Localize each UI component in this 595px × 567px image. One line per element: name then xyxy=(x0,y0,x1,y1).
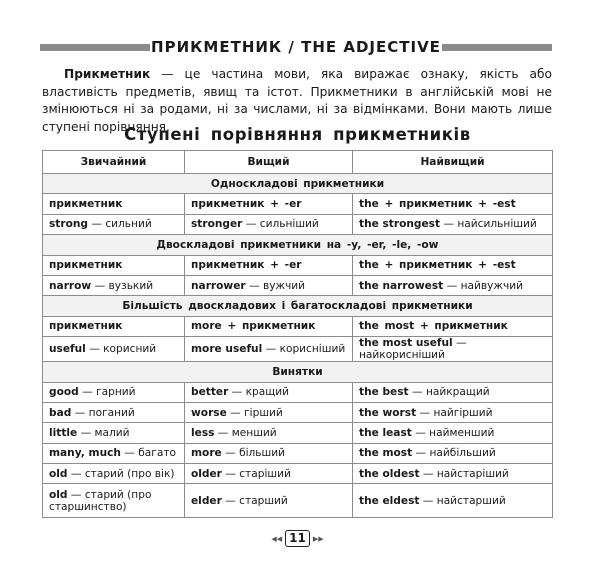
translation: — малий xyxy=(77,426,130,439)
formula-superlative: the + прикметник + -est xyxy=(353,255,553,275)
example-row xyxy=(43,423,553,443)
page-arrow-right-icon: ▶▶ xyxy=(312,534,324,543)
translation: — найкращий xyxy=(408,386,490,399)
formula-positive: прикметник xyxy=(43,255,185,275)
example-positive xyxy=(43,484,185,518)
section-heading-row xyxy=(43,362,553,382)
english-word: the most xyxy=(359,447,413,460)
english-word: the worst xyxy=(359,406,417,419)
formula-row xyxy=(43,194,553,214)
translation: — найгірший xyxy=(416,406,493,419)
translation: — менший xyxy=(214,426,277,439)
formula-superlative: the + прикметник + -est xyxy=(353,194,553,214)
example-superlative xyxy=(353,214,553,234)
example-superlative xyxy=(353,484,553,518)
example-comparative xyxy=(185,443,353,463)
translation: — найменший xyxy=(411,426,495,439)
english-word: older xyxy=(191,467,222,480)
intro-term: Прикметник xyxy=(64,67,151,81)
english-word: old xyxy=(49,467,68,480)
table-heading: Ступені порівняння прикметників xyxy=(124,125,471,144)
english-word: narrower xyxy=(191,279,246,292)
example-positive xyxy=(43,382,185,402)
section-heading-row xyxy=(43,235,553,255)
formula-row xyxy=(43,255,553,275)
example-positive xyxy=(43,402,185,422)
english-word: good xyxy=(49,386,79,399)
translation: — старий (про старшинство) xyxy=(49,488,152,513)
example-comparative xyxy=(185,382,353,402)
translation: — вузький xyxy=(91,279,154,292)
example-positive xyxy=(43,275,185,295)
example-row xyxy=(43,214,553,234)
translation: — сильніший xyxy=(242,218,319,231)
example-row xyxy=(43,464,553,484)
section-heading: Винятки xyxy=(43,362,553,382)
english-word: stronger xyxy=(191,218,243,231)
example-comparative xyxy=(185,275,353,295)
translation: — найстаріший xyxy=(419,467,509,480)
example-row xyxy=(43,337,553,362)
english-word: the most useful xyxy=(359,337,453,350)
translation: — корисний xyxy=(85,343,157,356)
example-superlative xyxy=(353,337,553,362)
example-row xyxy=(43,484,553,518)
header-superlative: Найвищий xyxy=(353,151,553,174)
example-positive xyxy=(43,464,185,484)
formula-comparative: more + прикметник xyxy=(185,316,353,336)
translation: — вужчий xyxy=(245,279,306,292)
english-word: strong xyxy=(49,218,88,231)
translation: — кращий xyxy=(228,386,290,399)
formula-comparative: прикметник + -er xyxy=(185,255,353,275)
intro-text: — це частина мови, яка виражає ознаку, якість або властивість предметів, явищ та істот. Прикметники в англійській мові не змінюються ні за родами, ні за числами, ні за відмінками. Вони мають лише ступені порівняння. xyxy=(42,67,552,134)
page-title-bar xyxy=(40,38,552,56)
comparison-table xyxy=(42,150,553,518)
formula-positive: прикметник xyxy=(43,194,185,214)
english-word: the best xyxy=(359,386,409,399)
example-comparative xyxy=(185,402,353,422)
formula-superlative: the most + прикметник xyxy=(353,316,553,336)
english-word: the eldest xyxy=(359,494,420,507)
translation: — сильний xyxy=(88,218,152,231)
example-superlative xyxy=(353,464,553,484)
translation: — гірший xyxy=(226,406,283,419)
example-comparative xyxy=(185,484,353,518)
page-arrow-left-icon: ◀◀ xyxy=(271,534,283,543)
english-word: old xyxy=(49,488,68,501)
english-word: more useful xyxy=(191,343,263,356)
translation: — старіший xyxy=(221,467,291,480)
translation: — гарний xyxy=(78,386,136,399)
translation: — поганий xyxy=(71,406,135,419)
example-superlative xyxy=(353,275,553,295)
translation: — найвужчий xyxy=(443,279,523,292)
comparison-table-body xyxy=(43,151,553,518)
english-word: bad xyxy=(49,406,72,419)
header-comparative: Вищий xyxy=(185,151,353,174)
translation: — найстарший xyxy=(419,494,506,507)
english-word: useful xyxy=(49,343,86,356)
formula-positive: прикметник xyxy=(43,316,185,336)
header-positive: Звичайний xyxy=(43,151,185,174)
english-word: the oldest xyxy=(359,467,420,480)
formula-row xyxy=(43,316,553,336)
example-comparative xyxy=(185,214,353,234)
example-comparative xyxy=(185,337,353,362)
section-heading: Більшість двоскладових і багатоскладові прикметники xyxy=(43,296,553,316)
english-word: elder xyxy=(191,494,222,507)
example-comparative xyxy=(185,423,353,443)
english-word: more xyxy=(191,447,222,460)
example-row xyxy=(43,443,553,463)
english-word: the narrowest xyxy=(359,279,444,292)
translation: — найсильніший xyxy=(440,218,537,231)
example-row xyxy=(43,275,553,295)
english-word: little xyxy=(49,426,78,439)
translation: — багато xyxy=(120,447,177,460)
english-word: worse xyxy=(191,406,227,419)
english-word: better xyxy=(191,386,229,399)
translation: — старший xyxy=(221,494,288,507)
page-number xyxy=(0,530,595,547)
example-superlative xyxy=(353,382,553,402)
english-word: less xyxy=(191,426,215,439)
page-title: ПРИКМЕТНИК / THE ADJECTIVE xyxy=(151,38,441,56)
example-positive xyxy=(43,443,185,463)
section-heading: Двоскладові прикметники на -y, -er, -le, -ow xyxy=(43,235,553,255)
section-heading-row xyxy=(43,296,553,316)
english-word: many, much xyxy=(49,447,121,460)
english-word: the least xyxy=(359,426,412,439)
example-row xyxy=(43,402,553,422)
example-positive xyxy=(43,214,185,234)
example-superlative xyxy=(353,423,553,443)
english-word: narrow xyxy=(49,279,92,292)
section-heading: Односкладові прикметники xyxy=(43,174,553,194)
english-word: the strongest xyxy=(359,218,441,231)
example-positive xyxy=(43,423,185,443)
translation: — більший xyxy=(221,447,286,460)
translation: — корисніший xyxy=(262,343,346,356)
example-superlative xyxy=(353,402,553,422)
translation: — старий (про вік) xyxy=(67,467,175,480)
page-number-box: 11 xyxy=(285,530,310,547)
example-superlative xyxy=(353,443,553,463)
formula-comparative: прикметник + -er xyxy=(185,194,353,214)
example-positive xyxy=(43,337,185,362)
title-rule-right xyxy=(442,44,552,51)
example-comparative xyxy=(185,464,353,484)
section-heading-row xyxy=(43,174,553,194)
translation: — найкорисніший xyxy=(359,337,467,362)
example-row xyxy=(43,382,553,402)
translation: — найбільший xyxy=(412,447,496,460)
header-row xyxy=(43,151,553,174)
